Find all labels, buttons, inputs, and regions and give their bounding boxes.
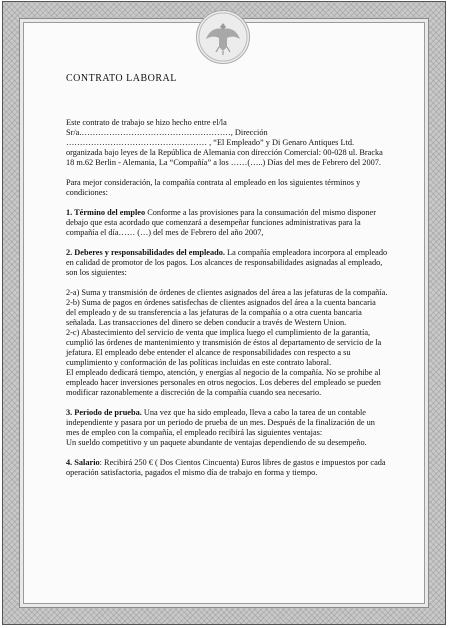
intro-paragraph: Este contrato de trabajo se hizo hecho entre el/la Sr/a.………………………………………………, Dirección …………………………………………… , “El Empleado” y Di Genaro Antiques Ltd. organizada bajo leyes de la República de Alemania con dirección Comercial: 00-028 ul. Bracka 18 m.62 Berlin - Alemania, La “Compañía” a los ……(…..) Días del mes de Febrero del 2007. bbox=[66, 118, 383, 167]
section-2-extra: El empleado dedicará tiempo, atención, y energías al negocio de la compañía. No se prohibe al empleado hacer inversiones personales en otros negocios. Los deberes del empleado se pueden modificar razonablemente a discreción de la compañía cuando sea necesario. bbox=[66, 368, 381, 397]
section-1-text: Conforme a las provisiones para la consumación del mismo disponer debajo que esta acordado que comenzará a desempeñar funciones administrativas para la compañía el día…… (…) del mes de Febrero del año 2007, bbox=[66, 208, 377, 237]
section-4-text: : Recibirá 250 € ( Dos Cientos Cincuenta) Euros libres de gastos e impuestos por cada operación satisfactoria, pagados el mismo día de trabajo en forma y tiempo. bbox=[66, 458, 386, 477]
eagle-seal-icon bbox=[196, 10, 250, 64]
section-3 bbox=[66, 408, 388, 438]
section-2 bbox=[66, 248, 388, 278]
consideration-paragraph: Para mejor consideración, la compañía contrata al empleado en los siguientes términos y condiciones: bbox=[66, 178, 361, 197]
section-4 bbox=[66, 458, 388, 478]
contract-page bbox=[2, 1, 446, 625]
section-2c: 2-c) Abastecimiento del servicio de venta que implica luego el cumplimiento de la garantía, cumplió las órdenes de mantenimiento y transmisión de éstos al departamento de servicio de la jefatura. El empleado debe entender el alcance de responsabilidades con respecto a su cumplimiento y conformación de las políticas incluidas en este contrato laboral. bbox=[66, 328, 382, 367]
section-3-heading: 3. Periodo de prueba. bbox=[66, 408, 142, 417]
section-4-heading: 4. Salario bbox=[66, 458, 100, 467]
section-3-text: Una vez que ha sido empleado, lleva a cabo la tarea de un contable independiente y pasara por un periodo de prueba de un mes. Después de la finalización de un mes de empleo con la compañía, el empleado recibirá las siguientes ventajas: bbox=[66, 408, 375, 437]
section-1-heading: 1. Término del empleo bbox=[66, 208, 146, 217]
section-2b: 2-b) Suma de pagos en órdenes satisfechas de clientes asignados del área a la cuenta bancaria del empleado y de su transferencia a las jefaturas de la compañía o a otra cuenta bancaria señalada. Las transacciones del dinero se deben conducir a través de Western Union. bbox=[66, 298, 376, 327]
contract-title: CONTRATO LABORAL bbox=[66, 73, 177, 84]
section-2a: 2-a) Suma y transmisión de órdenes de clientes asignados del área a las jefaturas de la compañía. bbox=[66, 288, 388, 297]
section-1 bbox=[66, 208, 388, 238]
section-2-heading: 2. Deberes y responsabilidades del empleado. bbox=[66, 248, 225, 257]
section-2-text: La compañía empleadora incorpora al empleado en calidad de promotor de los pagos. Los alcances de responsabilidades asignadas al empleado, son los siguientes: bbox=[66, 248, 388, 277]
section-3-extra: Un sueldo competitivo y un paquete abundante de ventajas dependiendo de su desempeño. bbox=[66, 438, 367, 447]
contract-body bbox=[66, 74, 388, 478]
